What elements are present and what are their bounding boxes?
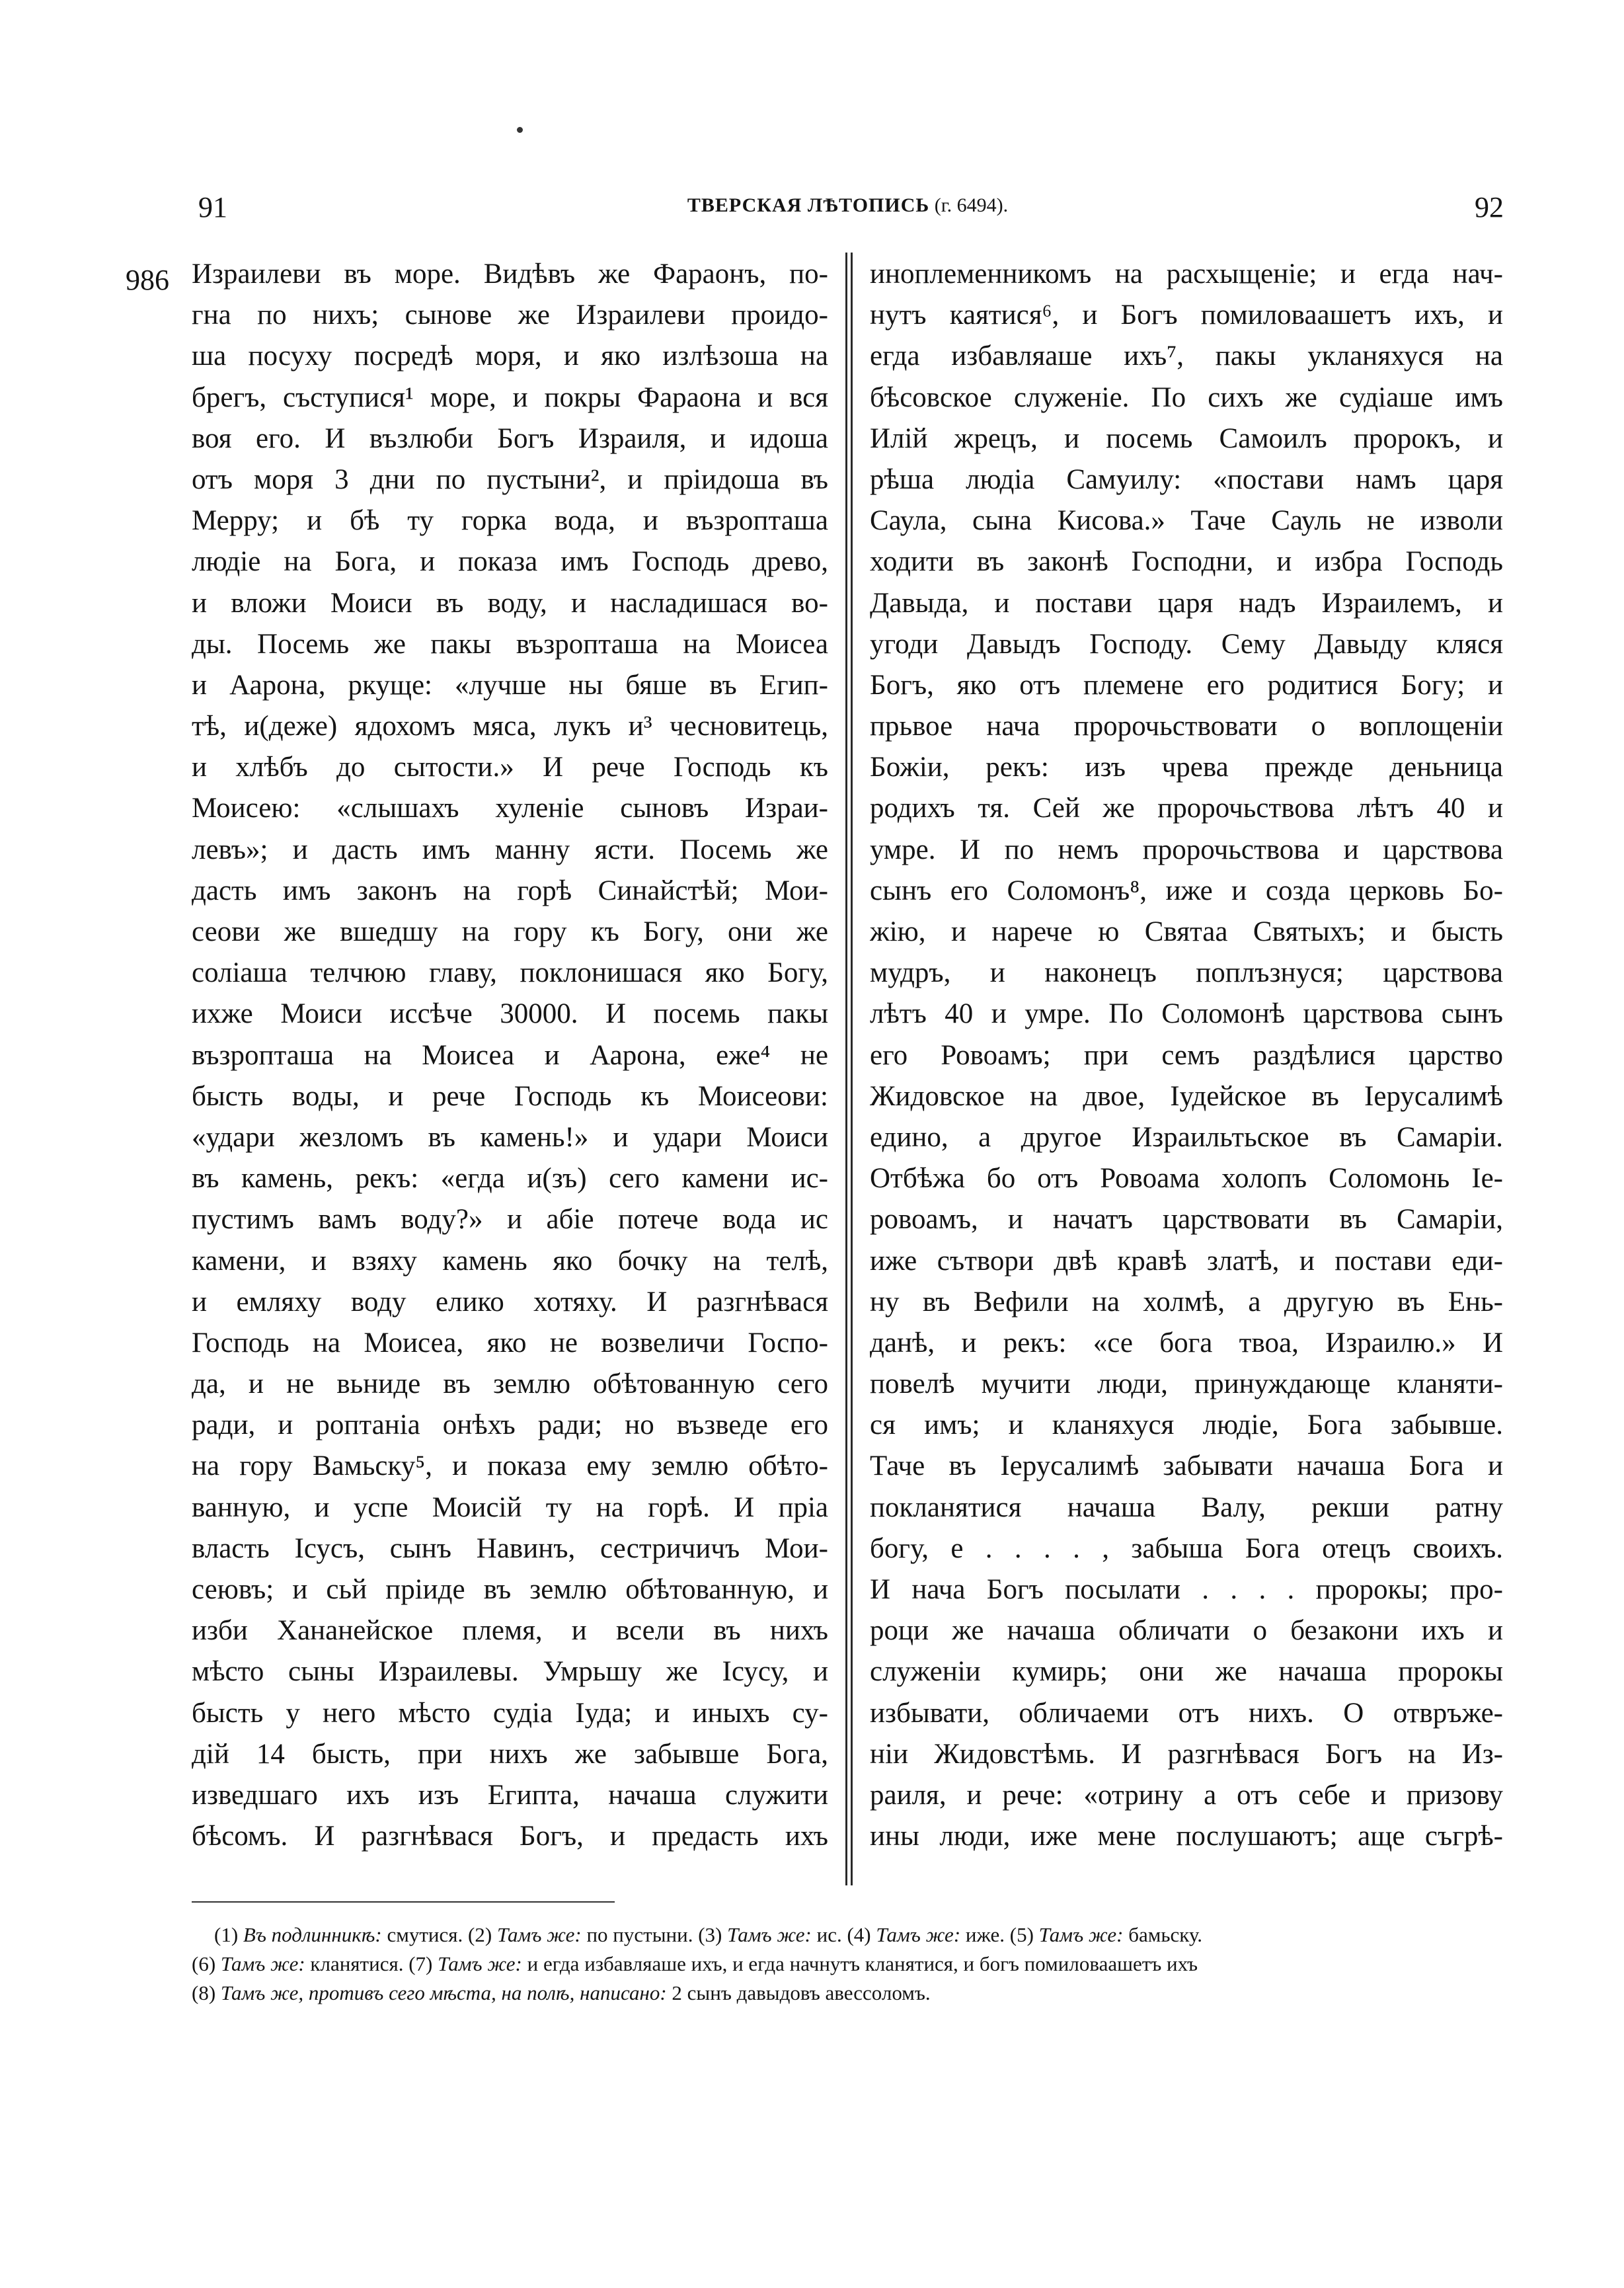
text-line: изведшаго ихъ изъ Египта, начаша служити bbox=[192, 1779, 828, 1811]
text-line: иже сътвори двѣ кравѣ златѣ, и постави еди- bbox=[870, 1245, 1503, 1277]
text-line: Давыда, и постави царя надъ Израилемъ, и bbox=[870, 587, 1503, 619]
footnote-label: Тамъ же: bbox=[1038, 1923, 1124, 1946]
text-line: его Ровоамъ; при семъ раздѣлися царство bbox=[870, 1039, 1503, 1071]
text-line: ды. Посемь же пакы възропташа на Моисеа bbox=[192, 628, 828, 660]
text-line: отъ моря 3 дни по пустыни², и пріидоша въ bbox=[192, 463, 828, 495]
footnote-line bbox=[192, 1950, 1504, 1979]
text-line: изби Хананейское племя, и всели въ нихъ bbox=[192, 1615, 828, 1647]
text-line: богу, е . . . . , забыша Бога отецъ своихъ. bbox=[870, 1532, 1503, 1564]
text-line: жію, и нарече ю Святаа Святыхъ; и бысть bbox=[870, 916, 1503, 947]
page-number-left: 91 bbox=[198, 191, 227, 223]
text-line: бѣсомъ. И разгнѣвася Богъ, и предасть ихъ bbox=[192, 1821, 828, 1852]
text-line: да, и не вьниде въ землю обѣтованную сего bbox=[192, 1368, 828, 1400]
text-line: бысть воды, и рече Господь къ Моисеови: bbox=[192, 1080, 828, 1112]
footnote-label: Тамъ же: bbox=[727, 1923, 812, 1946]
text-line: левъ»; и дасть имъ манну ясти. Посемь же bbox=[192, 834, 828, 865]
footnote-text: бамьску. bbox=[1128, 1923, 1203, 1946]
footnote-text: иже. bbox=[965, 1923, 1005, 1946]
text-line: прьвое нача пророчьствовати о воплощеніи bbox=[870, 711, 1503, 742]
footnote-number: (2) bbox=[468, 1923, 492, 1946]
column-divider-line bbox=[851, 253, 853, 1885]
text-line: мудръ, и наконецъ поплъзнуся; царствова bbox=[870, 957, 1503, 989]
text-line: покланятися начаша Валу, рекши ратну bbox=[870, 1491, 1503, 1523]
text-line: угоди Давыдъ Господу. Сему Давыду кляся bbox=[870, 628, 1503, 660]
footnote-text: смутися. bbox=[387, 1923, 463, 1946]
text-line: ну въ Вефили на холмѣ, а другую въ Ень- bbox=[870, 1286, 1503, 1318]
text-line: и Аарона, ркуще: «лучше ны бяше въ Егип- bbox=[192, 669, 828, 701]
text-line: камени, и взяху камень яко бочку на телѣ, bbox=[192, 1245, 828, 1277]
footnote-label: Въ подлинникѣ: bbox=[243, 1923, 382, 1946]
footnote-text: ис. bbox=[816, 1923, 842, 1946]
text-line: И нача Богъ посылати . . . . пророкы; про- bbox=[870, 1574, 1503, 1605]
footnote-text: 2 сынъ давыдовъ авессоломъ. bbox=[672, 1981, 931, 2004]
text-line: сынъ его Соломонъ⁸, иже и созда церковь Бо- bbox=[870, 875, 1503, 906]
right-text-column bbox=[870, 254, 1503, 1857]
text-line: дій 14 бысть, при нихъ же забывше Бога, bbox=[192, 1738, 828, 1770]
text-line: Саула, сына Кисова.» Таче Сауль не изволи bbox=[870, 505, 1503, 537]
text-line: егда избавляаше ихъ⁷, пакы укланяхуся на bbox=[870, 340, 1503, 372]
footnote-label: Тамъ же: bbox=[438, 1952, 522, 1975]
text-line: и емляху воду елико хотяху. И разгнѣвася bbox=[192, 1286, 828, 1318]
text-line: възропташа на Моисеа и Аарона, еже⁴ не bbox=[192, 1039, 828, 1071]
text-line: Жидовское на двое, Іудейское въ Іерусалимѣ bbox=[870, 1080, 1503, 1112]
footnote-text: кланятися. bbox=[310, 1952, 404, 1975]
text-line: и хлѣбъ до сытости.» И рече Господь къ bbox=[192, 752, 828, 783]
footnote-label: Тамъ же: bbox=[876, 1923, 961, 1946]
ink-speck bbox=[517, 127, 523, 133]
text-line: Израилеви въ море. Видѣвъ же Фараонъ, по- bbox=[192, 258, 828, 290]
text-line: дасть имъ законъ на горѣ Синайстѣй; Мои- bbox=[192, 875, 828, 906]
text-line: пустимъ вамъ воду?» и абіе потече вода ис bbox=[192, 1204, 828, 1236]
text-line: едино, а другое Израильтьское въ Самаріи. bbox=[870, 1121, 1503, 1153]
footnote-number: (7) bbox=[408, 1952, 433, 1975]
text-line: сеови же вшедшу на гору къ Богу, они же bbox=[192, 916, 828, 947]
page-number-right: 92 bbox=[1475, 191, 1504, 223]
footnote-line bbox=[192, 1920, 1504, 1950]
text-line: тѣ, и(деже) ядохомъ мяса, лукъ и³ чесновитець, bbox=[192, 711, 828, 742]
footnote-label: Тамъ же: bbox=[496, 1923, 582, 1946]
text-line: ровоамъ, и начатъ царствовати въ Самаріи, bbox=[870, 1204, 1503, 1236]
text-line: Моисею: «слышахъ хуленіе сыновъ Израи- bbox=[192, 793, 828, 824]
footnote-number: (8) bbox=[192, 1981, 216, 2004]
chronicle-title: ТВЕРСКАЯ ЛѢТОПИСЬ bbox=[687, 194, 930, 216]
text-line: ша посуху посредѣ моря, и яко излѣзоша на bbox=[192, 340, 828, 372]
footnote-number: (5) bbox=[1009, 1923, 1034, 1946]
text-line: Таче въ Іерусалимѣ забывати начаша Бога и bbox=[870, 1450, 1503, 1482]
text-line: людіе на Бога, и показа имъ Господь древо, bbox=[192, 546, 828, 578]
text-line: гна по нихъ; сынове же Израилеви проидо- bbox=[192, 299, 828, 331]
text-line: «удари жезломъ въ камень!» и удари Моиси bbox=[192, 1121, 828, 1153]
footnote-number: (3) bbox=[698, 1923, 722, 1946]
text-line: данѣ, и рекъ: «се бога твоа, Израилю.» И bbox=[870, 1327, 1503, 1359]
text-line: избывати, обличаеми отъ нихъ. О отвръже- bbox=[870, 1697, 1503, 1729]
footnotes bbox=[192, 1920, 1504, 2008]
text-line: на гору Вамьску⁵, и показа ему землю обѣто- bbox=[192, 1450, 828, 1482]
text-line: ванную, и успе Моисій ту на горѣ. И пріа bbox=[192, 1491, 828, 1523]
text-line: родихъ тя. Сей же пророчьствова лѣтъ 40 и bbox=[870, 793, 1503, 824]
footnote-number: (4) bbox=[847, 1923, 871, 1946]
text-line: роци же начаша обличати о безакони ихъ и bbox=[870, 1615, 1503, 1647]
running-header bbox=[192, 190, 1504, 227]
year-marker: 986 bbox=[126, 264, 169, 296]
text-line: ихже Моиси иссѣче 30000. И посемь пакы bbox=[192, 998, 828, 1030]
text-line: брегъ, съступися¹ море, и покры Фараона и вся bbox=[192, 381, 828, 413]
text-line: власть Ісусъ, сынъ Навинъ, сестричичъ Мои- bbox=[192, 1532, 828, 1564]
footnote-text: по пустыни. bbox=[586, 1923, 693, 1946]
text-line: раиля, и рече: «отрину а отъ себе и призову bbox=[870, 1779, 1503, 1811]
text-line: и вложи Моиси въ воду, и насладишася во- bbox=[192, 587, 828, 619]
footnote-number: (1) bbox=[214, 1923, 239, 1946]
text-line: ніи Жидовстѣмь. И разгнѣвася Богъ на Из- bbox=[870, 1738, 1503, 1770]
text-line: ради, и роптаніа онѣхъ ради; но възведе его bbox=[192, 1409, 828, 1441]
footnote-line bbox=[192, 1979, 1504, 2008]
footnote-label: Тамъ же: bbox=[220, 1952, 305, 1975]
text-line: сеювъ; и сьй пріиде въ землю обѣтованную, и bbox=[192, 1574, 828, 1605]
text-line: иноплеменникомъ на расхыщеніе; и егда нач- bbox=[870, 258, 1503, 290]
text-line: умре. И по немъ пророчьствова и царствова bbox=[870, 834, 1503, 865]
text-line: Господь на Моисеа, яко не возвеличи Госпо- bbox=[192, 1327, 828, 1359]
text-line: мѣсто сыны Израилевы. Умрьшу же Ісусу, и bbox=[192, 1656, 828, 1688]
text-line: ины люди, иже мене послушаютъ; аще съгрѣ- bbox=[870, 1821, 1503, 1852]
column-divider-line bbox=[845, 253, 847, 1885]
text-line: воя его. И възлюби Богъ Израиля, и идоша bbox=[192, 422, 828, 454]
text-line: въ камень, рекъ: «егда и(зъ) сего камени ис- bbox=[192, 1163, 828, 1195]
text-line: Илій жрецъ, и посемь Самоилъ пророкъ, и bbox=[870, 422, 1503, 454]
text-line: Отбѣжа бо отъ Ровоама холопъ Соломонь Іе- bbox=[870, 1163, 1503, 1195]
left-text-column bbox=[192, 254, 828, 1857]
text-line: Божіи, рекъ: изъ чрева прежде деньница bbox=[870, 752, 1503, 783]
year-reference: (г. 6494). bbox=[934, 194, 1009, 216]
footnote-separator bbox=[192, 1901, 615, 1903]
text-line: бысть у него мѣсто судіа Іуда; и иныхъ су- bbox=[192, 1697, 828, 1729]
text-line: Мерру; и бѣ ту горка вода, и възропташа bbox=[192, 505, 828, 537]
text-line: нутъ каятися⁶, и Богъ помиловаашетъ ихъ, и bbox=[870, 299, 1503, 331]
footnote-number: (6) bbox=[192, 1952, 216, 1975]
text-line: Богъ, яко отъ племене его родитися Богу; и bbox=[870, 669, 1503, 701]
text-line: соліаша телчюю главу, поклонишася яко Богу, bbox=[192, 957, 828, 989]
text-line: повелѣ мучити люди, принуждающе кланяти- bbox=[870, 1368, 1503, 1400]
text-line: бѣсовское служеніе. По сихъ же судіаше имъ bbox=[870, 381, 1503, 413]
text-line: служеніи кумирь; они же начаша пророкы bbox=[870, 1656, 1503, 1688]
running-title bbox=[192, 194, 1504, 217]
text-line: ходити въ законѣ Господни, и избра Господь bbox=[870, 546, 1503, 578]
footnote-text: и егда избавляаше ихъ, и егда начнутъ кланятися, и богъ помиловаашетъ ихъ bbox=[527, 1952, 1198, 1975]
text-line: лѣтъ 40 и умре. По Соломонѣ царствова сынъ bbox=[870, 998, 1503, 1030]
text-line: ся имъ; и кланяхуся людіе, Бога забывше. bbox=[870, 1409, 1503, 1441]
footnote-label: Тамъ же, противъ сего мѣста, на полѣ, написано: bbox=[220, 1981, 667, 2004]
text-line: рѣша людіа Самуилу: «постави намъ царя bbox=[870, 463, 1503, 495]
